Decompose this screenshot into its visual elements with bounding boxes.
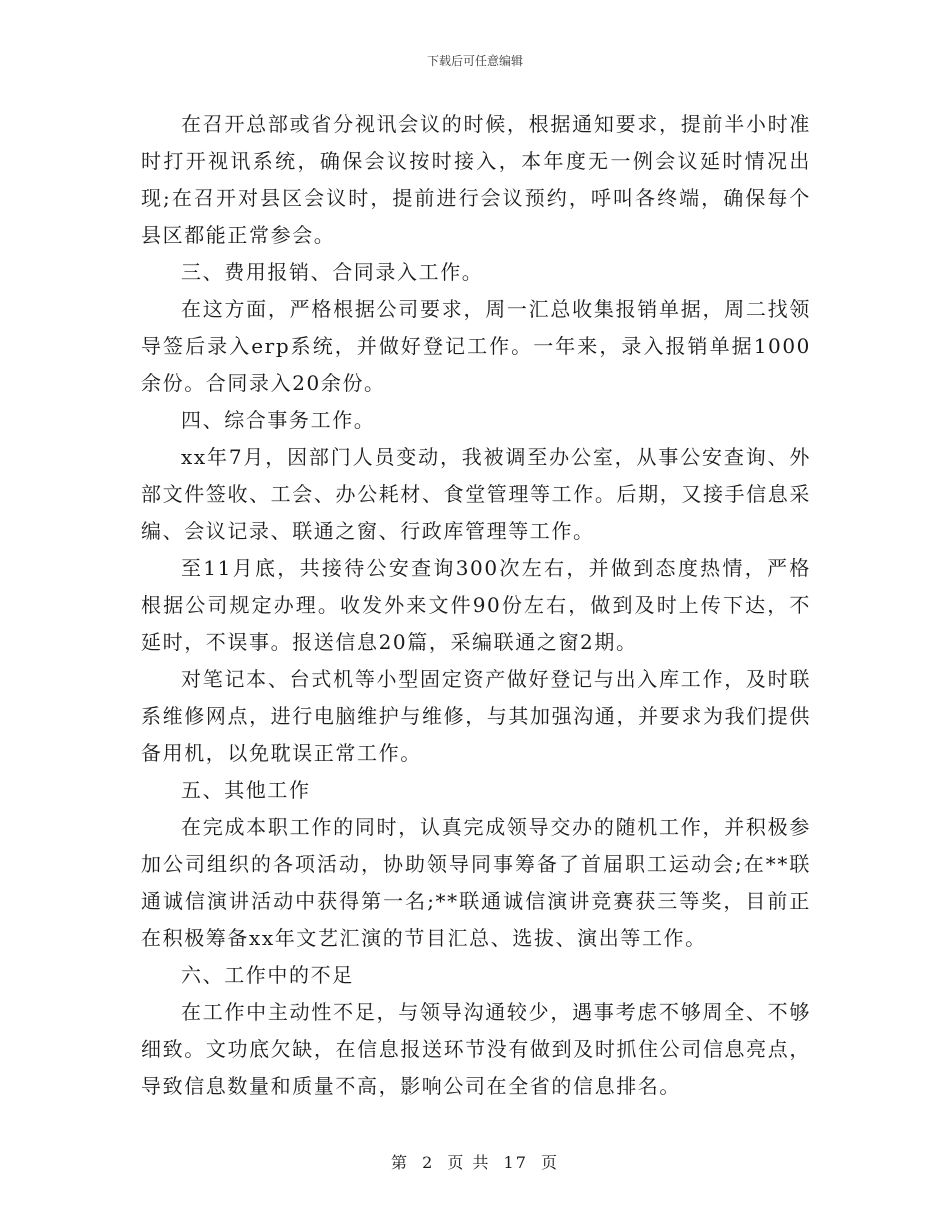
- paragraph-november-stats: 至11月底，共接待公安查询300次左右，并做到态度热情，严格根据公司规定办理。收发外来文件90份左右，做到及时上传下达，不延时，不误事。报送信息20篇，采编联通之窗2期。: [141, 556, 811, 654]
- section-heading-6: 六、工作中的不足: [181, 963, 354, 987]
- footer-prefix: 第: [390, 1153, 409, 1172]
- section-heading-5: 五、其他工作: [181, 778, 311, 802]
- paragraph-expense-reimbursement: 在这方面，严格根据公司要求，周一汇总收集报销单据，周二找领导签后录入erp系统，并做好登记工作。一年来，录入报销单据1000余份。合同录入20余份。: [141, 297, 811, 395]
- footer-middle: 页 共: [447, 1153, 491, 1172]
- paragraph-other-work: 在完成本职工作的同时，认真完成领导交办的随机工作，并积极参加公司组织的各项活动，协助领导同事筹备了首届职工运动会;在**联通诚信演讲活动中获得第一名;**联通诚信演讲竞赛获三等奖，目前正在积极筹备xx年文艺汇演的节目汇总、选拔、演出等工作。: [141, 815, 811, 950]
- paragraph-fixed-assets: 对笔记本、台式机等小型固定资产做好登记与出入库工作，及时联系维修网点，进行电脑维护与维修，与其加强沟通，并要求为我们提供备用机，以免耽误正常工作。: [141, 667, 811, 765]
- footer-suffix: 页: [541, 1153, 560, 1172]
- paragraph-video-conference: 在召开总部或省分视讯会议的时候，根据通知要求，提前半小时准时打开视讯系统，确保会议按时接入，本年度无一例会议延时情况出现;在召开对县区会议时，提前进行会议预约，呼叫各终端，确保每个县区都能正常参会。: [141, 112, 811, 247]
- page-number: 2: [422, 1153, 435, 1172]
- section-heading-3: 三、费用报销、合同录入工作。: [181, 260, 484, 284]
- page-header: 下载后可任意编辑: [426, 54, 523, 68]
- page-total: 17: [503, 1153, 528, 1172]
- document-body: [141, 106, 811, 1105]
- section-heading-4: 四、综合事务工作。: [181, 408, 376, 432]
- page-footer: [0, 1150, 950, 1173]
- paragraph-shortcomings: 在工作中主动性不足，与领导沟通较少，遇事考虑不够周全、不够细致。文功底欠缺，在信息报送环节没有做到及时抓住公司信息亮点，导致信息数量和质量不高，影响公司在全省的信息排名。: [141, 1000, 811, 1098]
- paragraph-office-transfer: xx年7月，因部门人员变动，我被调至办公室，从事公安查询、外部文件签收、工会、办公耗材、食堂管理等工作。后期，又接手信息采编、会议记录、联通之窗、行政库管理等工作。: [141, 445, 811, 543]
